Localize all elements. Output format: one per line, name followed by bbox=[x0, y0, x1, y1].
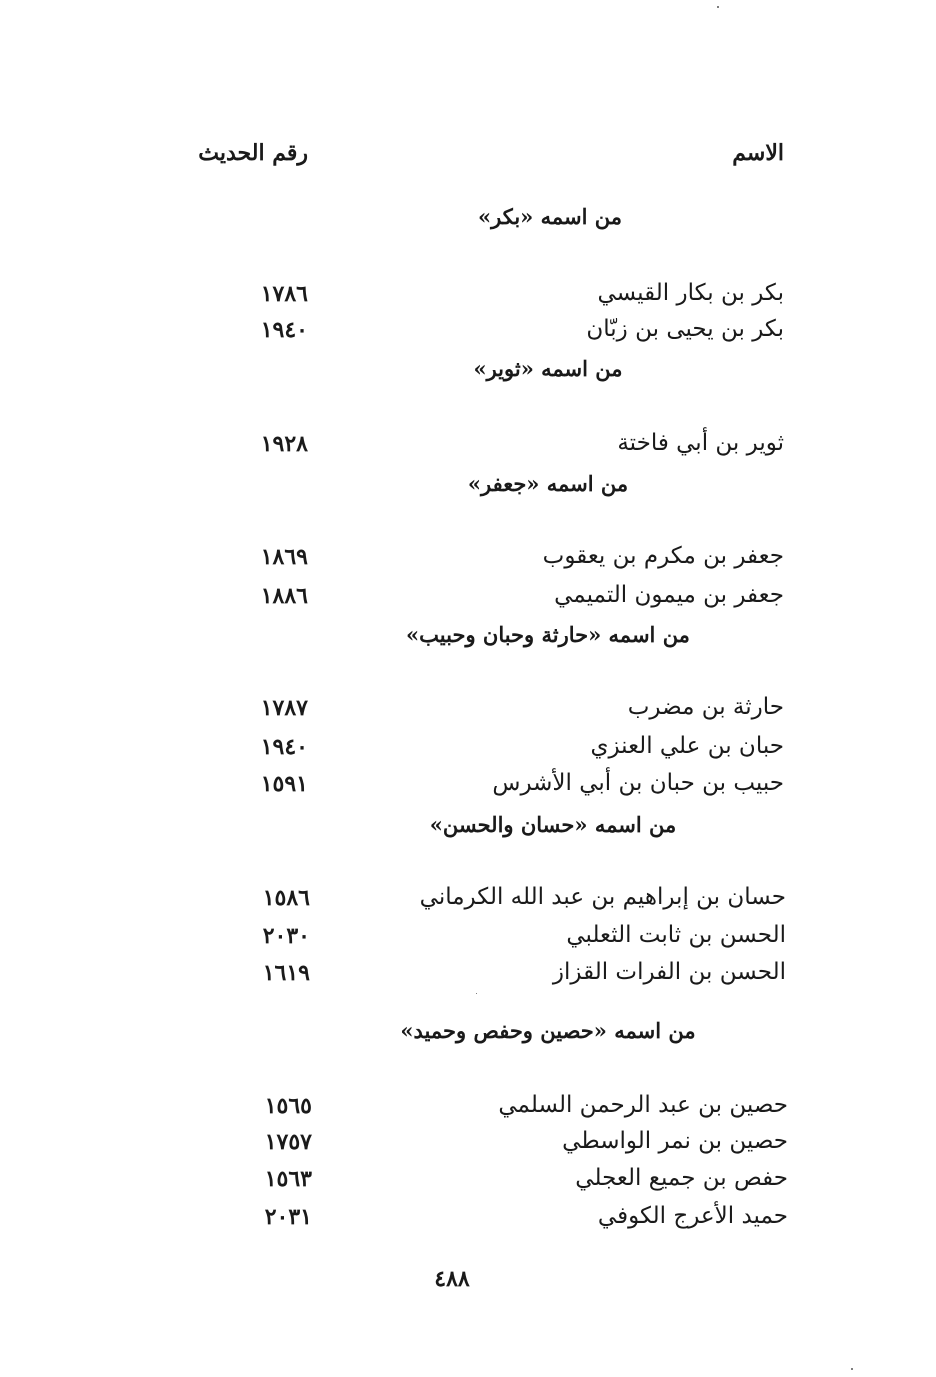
entry-name: الحسن بن ثابت الثعلبي bbox=[566, 922, 786, 948]
entry-number: ١٧٥٧ bbox=[264, 1129, 312, 1155]
entry-name: بكر بن يحيى بن زبّان bbox=[586, 316, 784, 342]
entry-number: ١٩٢٨ bbox=[260, 431, 308, 457]
entry-number: ١٧٨٦ bbox=[260, 281, 308, 307]
entry-name: جعفر بن مكرم بن يعقوب bbox=[542, 543, 784, 569]
number-column-header: رقم الحديث bbox=[198, 140, 308, 166]
entry-number: ١٩٤٠ bbox=[260, 734, 308, 760]
section-heading: من اسمه «بكر» bbox=[478, 204, 622, 229]
entry-name: بكر بن بكار القيسي bbox=[597, 280, 784, 306]
scan-speck bbox=[851, 1368, 853, 1370]
scan-speck bbox=[717, 6, 719, 8]
section-heading: من اسمه «حسان والحسن» bbox=[429, 812, 677, 837]
entry-name: حبان بن علي العنزي bbox=[590, 733, 784, 759]
entry-name: حسان بن إبراهيم بن عبد الله الكرماني bbox=[419, 884, 786, 910]
entry-name: جعفر بن ميمون التميمي bbox=[554, 582, 784, 608]
entry-number: ٢٠٣١ bbox=[264, 1204, 312, 1230]
entry-number: ٢٠٣٠ bbox=[262, 923, 310, 949]
page-number: ٤٨٨ bbox=[434, 1266, 470, 1292]
name-column-header: الاسم bbox=[732, 140, 784, 166]
entry-number: ١٦١٩ bbox=[262, 960, 310, 986]
entry-name: حفص بن جميع العجلي bbox=[575, 1165, 788, 1191]
section-heading: من اسمه «حصين وحفص وحميد» bbox=[400, 1018, 696, 1043]
entry-name: حصين بن عبد الرحمن السلمي bbox=[498, 1092, 788, 1118]
entry-name: حبيب بن حبان بن أبي الأشرس bbox=[492, 770, 784, 796]
scan-speck bbox=[476, 993, 477, 994]
entry-name: حصين بن نمر الواسطي bbox=[562, 1128, 788, 1154]
entry-number: ١٥٦٣ bbox=[264, 1166, 312, 1192]
section-heading: من اسمه «ثوير» bbox=[473, 356, 623, 381]
entry-name: حارثة بن مضرب bbox=[627, 694, 784, 720]
entry-name: ثوير بن أبي فاختة bbox=[617, 430, 784, 456]
entry-number: ١٨٨٦ bbox=[260, 583, 308, 609]
entry-number: ١٨٦٩ bbox=[260, 544, 308, 570]
entry-number: ١٥٨٦ bbox=[262, 885, 310, 911]
entry-number: ١٩٤٠ bbox=[260, 317, 308, 343]
section-heading: من اسمه «جعفر» bbox=[467, 471, 629, 496]
entry-name: حميد الأعرج الكوفي bbox=[597, 1203, 788, 1229]
entry-number: ١٧٨٧ bbox=[260, 695, 308, 721]
entry-name: الحسن بن الفرات القزاز bbox=[552, 959, 786, 985]
entry-number: ١٥٦٥ bbox=[264, 1093, 312, 1119]
entry-number: ١٥٩١ bbox=[260, 771, 308, 797]
section-heading: من اسمه «حارثة وحبان وحبيب» bbox=[406, 622, 690, 647]
